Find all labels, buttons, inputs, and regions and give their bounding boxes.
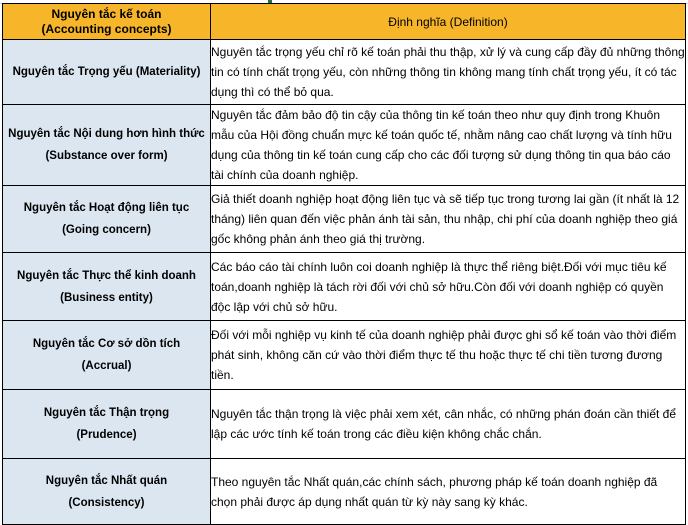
header-concept-cell[interactable] [3, 4, 211, 40]
definition-text: Giả thiết doanh nghiệp hoạt động liên tục và sẽ tiếp tục trong tương lai gần (ít nhất là 12 tháng) liên quan đến việc phản ánh tài sản, thu nhập, chi phí của doanh nghiệp theo giá gốc không phản ánh theo giá thị trường. [211, 192, 680, 246]
concept-name: Nguyên tắc Trọng yếu (Materiality) [12, 66, 201, 78]
concept-name: Nguyên tắc Thận trọng [43, 407, 170, 419]
accounting-concepts-table [2, 3, 686, 525]
definition-cell-business-entity[interactable] [211, 253, 686, 321]
concept-cell-materiality[interactable] [3, 40, 211, 105]
concept-name: Nguyên tắc Nhất quán [45, 474, 168, 487]
definition-text: Đối với mỗi nghiệp vụ kinh tế của doanh nghiệp phải được ghi sổ kế toán vào thời điểm phát sinh, không căn cứ vào thời điểm thực tế thu hoặc thực tế chi tiền tương đương tiền. [211, 328, 677, 382]
concept-cell-going-concern[interactable] [3, 186, 211, 253]
concept-cell-prudence[interactable] [3, 390, 211, 459]
concept-cell-accrual[interactable] [3, 321, 211, 390]
definition-cell-going-concern[interactable] [211, 186, 686, 253]
concept-name-en: (Consistency) [68, 496, 145, 509]
definition-cell-accrual[interactable] [211, 321, 686, 390]
concept-name-en: (Accrual) [81, 360, 132, 372]
concept-name: Nguyên tắc Cơ sở dồn tích [32, 338, 181, 350]
table-row [3, 40, 686, 105]
definition-text: Theo nguyên tắc Nhất quán,các chính sách, phương pháp kế toán doanh nghiệp đã chọn phải được áp dụng nhất quán từ kỳ này sang kỳ khác. [211, 474, 658, 509]
table-row [3, 321, 686, 390]
table-row [3, 390, 686, 459]
definition-cell-prudence[interactable] [211, 390, 686, 459]
header-row [3, 4, 686, 40]
definition-text: Nguyên tắc trọng yếu chỉ rõ kế toán phải thu thập, xử lý và cung cấp đầy đủ những thông tin có tính chất trọng yếu, còn những thông tin không mang tính chất trọng yếu, ít có tác dụng thì có thể bỏ qua. [211, 45, 685, 99]
concept-cell-consistency[interactable] [3, 459, 211, 525]
concept-name: Nguyên tắc Hoạt động liên tục [23, 202, 190, 214]
concept-name-en: (Substance over form) [45, 150, 168, 162]
header-definition-label: Định nghĩa (Definition) [388, 14, 508, 29]
table-row [3, 186, 686, 253]
concept-cell-substance-over-form[interactable] [3, 105, 211, 186]
concept-name: Nguyên tắc Thực thể kinh doanh [17, 269, 196, 282]
concept-name-en: (Prudence) [76, 429, 137, 441]
definition-cell-substance-over-form[interactable] [211, 105, 686, 186]
definition-text: Nguyên tắc thận trọng là việc phải xem xét, cân nhắc, có những phán đoán cần thiết để lập các ước tính kế toán trong các điều kiện không chắc chắn. [211, 407, 677, 441]
header-definition-cell[interactable] [211, 4, 686, 40]
concept-name-en: (Going concern) [62, 224, 151, 236]
table-row [3, 253, 686, 321]
definition-text: Các báo cáo tài chính luôn coi doanh nghiệp là thực thể riêng biệt.Đối với mục tiêu kế toán,doanh nghiệp là tách rời đối với chủ sở hữu.Còn đối với doanh nghiệp có quyền độc lập với chủ sở hữu. [211, 259, 667, 314]
table-row [3, 105, 686, 186]
definition-text: Nguyên tắc đảm bảo độ tin cậy của thông tin kế toán theo như quy định trong Khuôn mẫu của Hội đồng chuẩn mực kế toán quốc tế, nhằm nâng cao chất lượng và tính hữu dụng của thông tin kế toán cung cấp cho các đối tượng sử dụng thông tin qua báo cáo tài chính của doanh nghiệp. [211, 108, 672, 182]
table-row [3, 459, 686, 525]
header-concept-vi: Nguyên tắc kế toán [51, 6, 162, 21]
concept-cell-business-entity[interactable] [3, 253, 211, 321]
concept-name: Nguyên tắc Nội dung hơn hình thức [8, 128, 205, 140]
header-concept-en: (Accounting concepts) [41, 21, 172, 36]
definition-cell-consistency[interactable] [211, 459, 686, 525]
concept-name-en: (Business entity) [60, 291, 153, 304]
definition-cell-materiality[interactable] [211, 40, 686, 105]
